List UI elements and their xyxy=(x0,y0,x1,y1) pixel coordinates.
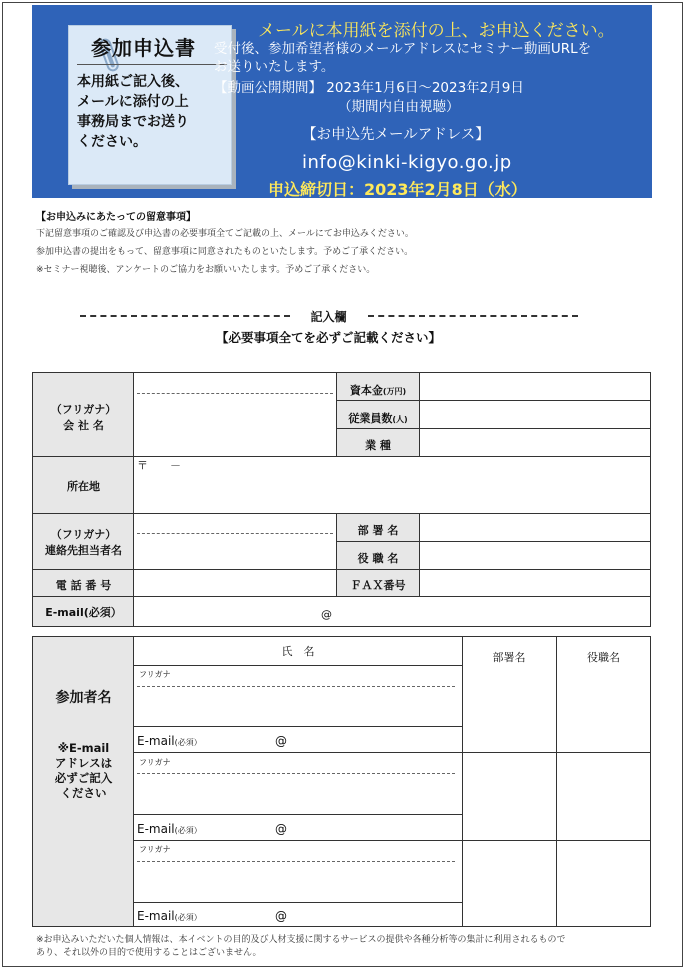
application-email[interactable]: info@kinki-kigyo.go.jp xyxy=(302,152,512,173)
note-instructions: 本用紙ご記入後、 メールに添付の上 事務局までお送り ください。 xyxy=(77,74,189,150)
participant-1-email[interactable]: E-mail(必須） xyxy=(137,734,202,748)
company-furigana-field[interactable] xyxy=(137,393,333,394)
participant-1-at-mark[interactable]: @ xyxy=(275,734,287,748)
contact-name-label: 連絡先担当者名 xyxy=(45,544,122,557)
name-column-header: 氏 名 xyxy=(281,645,315,658)
contact-furigana-label: （フリガナ） xyxy=(50,528,117,541)
banner-line-1: 受付後、参加希望者様のメールアドレスにセミナー動画URLを xyxy=(214,41,592,57)
sticky-note xyxy=(68,25,232,185)
entry-heading: 記入欄 xyxy=(310,310,347,324)
participant-1-furigana[interactable]: フリガナ xyxy=(139,670,171,679)
video-period: 【動画公開期間】 2023年1月6日～2023年2月9日 xyxy=(214,80,524,96)
participants-label: 参加者名 xyxy=(55,690,112,706)
participant-3-email[interactable]: E-mail(必須） xyxy=(137,909,202,923)
participant-2-furigana[interactable]: フリガナ xyxy=(139,758,171,767)
postal-code-mark[interactable]: 〒 － xyxy=(137,459,181,472)
notice-line-1: 下記留意事項のご確認及び申込書の必要事項全てご記載の上、メールにてお申込みください。 xyxy=(36,229,414,239)
position-label: 役 職 名 xyxy=(357,552,399,565)
participant-2-at-mark[interactable]: @ xyxy=(275,822,287,836)
industry-label: 業 種 xyxy=(365,439,391,452)
company-name-label: 会 社 名 xyxy=(63,419,104,432)
deadline: 申込締切日：2023年2月8日（水） xyxy=(268,180,527,199)
contact-furigana-field[interactable] xyxy=(137,533,333,534)
participant-3-at-mark[interactable]: @ xyxy=(275,909,287,923)
fax-label: ＦＡＸ番号 xyxy=(350,579,406,592)
company-info-table xyxy=(32,372,651,627)
email-required-note: ※E-mail アドレスは 必ずご記入 ください xyxy=(54,741,113,800)
department-label: 部 署 名 xyxy=(357,524,399,537)
banner-headline: メールに本用紙を添付の上、お申込ください。 xyxy=(258,21,615,41)
employees-label: 従業員数(人) xyxy=(348,412,408,425)
address-label: 所在地 xyxy=(67,480,100,493)
department-column-header: 部署名 xyxy=(492,651,526,664)
phone-label: 電 話 番 号 xyxy=(55,579,112,592)
entry-subheading: 【必要事項全てを必ずご記載ください】 xyxy=(215,330,441,345)
notice-line-3: ※セミナー視聴後、アンケートのご協力をお願いいたします。予めご了承ください。 xyxy=(36,265,376,275)
info-banner xyxy=(32,5,652,198)
participant-3-furigana[interactable]: フリガナ xyxy=(139,845,171,854)
video-period-note: （期間内自由視聴） xyxy=(338,99,460,115)
email-label: E-mail(必須） xyxy=(45,606,122,619)
title-divider xyxy=(77,64,227,65)
participant-2-email[interactable]: E-mail(必須） xyxy=(137,822,202,836)
position-column-header: 役職名 xyxy=(587,651,620,664)
email-at-mark[interactable]: @ xyxy=(321,608,332,621)
furigana-label: （フリガナ） xyxy=(50,403,117,416)
banner-line-2: お送りいたします。 xyxy=(214,59,335,75)
capital-label: 資本金(万円) xyxy=(349,384,407,397)
form-title: 参加申込書 xyxy=(91,36,196,60)
notice-title: 【お申込みにあたっての留意事項】 xyxy=(36,212,196,223)
notice-line-2: 参加申込書の提出をもって、留意事項に同意されたものといたします。予めご了承ください。 xyxy=(36,247,414,257)
privacy-notice: ※お申込みいただいた個人情報は、本イベントの目的及び人材支援に関するサービスの提供や各種分析等の集計に利用されるもので あり、それ以外の目的で使用することはございません。 xyxy=(36,935,566,958)
participants-table xyxy=(32,636,651,927)
email-heading: 【お申込先メールアドレス】 xyxy=(302,127,490,143)
